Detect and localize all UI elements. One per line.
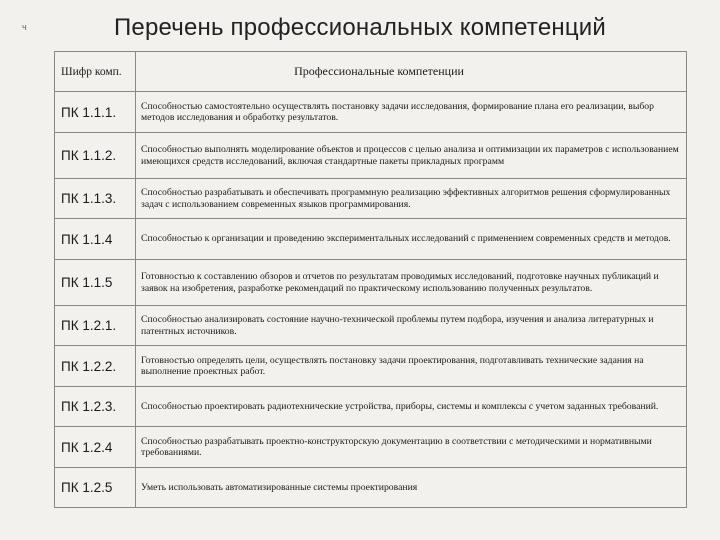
competence-description: Способностью самостоятельно осуществлять постановку задачи исследования, формирование плана его реализации, выбор методов исследования и обработку результатов. bbox=[136, 92, 687, 133]
table-row bbox=[55, 306, 687, 346]
competence-description: Готовностью определять цели, осуществлять постановку задачи проектирования, подготавливать технические задания на выполнение проектных работ. bbox=[136, 346, 687, 387]
competence-code: ПК 1.2.5 bbox=[55, 468, 136, 508]
table-row bbox=[55, 427, 687, 468]
competence-code: ПК 1.1.1. bbox=[55, 92, 136, 133]
competence-code: ПК 1.2.3. bbox=[55, 387, 136, 427]
competence-code: ПК 1.1.3. bbox=[55, 179, 136, 219]
table-row bbox=[55, 387, 687, 427]
competence-description: Способностью к организации и проведению экспериментальных исследований с применением современных средств и методов. bbox=[136, 219, 687, 260]
competence-code: ПК 1.1.5 bbox=[55, 260, 136, 306]
competence-description: Способностью разрабатывать и обеспечивать программную реализацию эффективных алгоритмов решения сформулированных задач с использованием современных языков программирования. bbox=[136, 179, 687, 219]
competence-code: ПК 1.1.4 bbox=[55, 219, 136, 260]
competence-description: Готовностью к составлению обзоров и отчетов по результатам проводимых исследований, подготовке научных публикаций и заявок на изобретения, разработке рекомендаций по практическому использованию полученных результатов. bbox=[136, 260, 687, 306]
competence-column-header: Профессиональные компетенции bbox=[136, 52, 687, 92]
competence-description: Уметь использовать автоматизированные системы проектирования bbox=[136, 468, 687, 508]
slide-mark: ч bbox=[22, 22, 27, 32]
competence-code: ПК 1.2.2. bbox=[55, 346, 136, 387]
competence-description: Способностью анализировать состояние научно-технической проблемы путем подбора, изучения и анализа литературных и патентных источников. bbox=[136, 306, 687, 346]
table-row bbox=[55, 346, 687, 387]
competence-description: Способностью выполнять моделирование объектов и процессов с целью анализа и оптимизации их параметров с использованием имеющихся средств исследований, включая стандартные пакеты прикладных программ bbox=[136, 133, 687, 179]
table-row bbox=[55, 92, 687, 133]
competencies-table bbox=[54, 51, 687, 508]
page-title: Перечень профессиональных компетенций bbox=[113, 14, 607, 41]
table-row bbox=[55, 260, 687, 306]
competence-code: ПК 1.2.1. bbox=[55, 306, 136, 346]
code-column-header: Шифр комп. bbox=[55, 52, 136, 92]
competence-description: Способностью разрабатывать проектно-конструкторскую документацию в соответствии с методическими и нормативными требованиями. bbox=[136, 427, 687, 468]
competence-code: ПК 1.2.4 bbox=[55, 427, 136, 468]
table-header-row bbox=[55, 52, 687, 92]
table-row bbox=[55, 468, 687, 508]
competence-description: Способностью проектировать радиотехнические устройства, приборы, системы и комплексы с учетом заданных требований. bbox=[136, 387, 687, 427]
table-row bbox=[55, 133, 687, 179]
competence-code: ПК 1.1.2. bbox=[55, 133, 136, 179]
table-row bbox=[55, 179, 687, 219]
table-row bbox=[55, 219, 687, 260]
